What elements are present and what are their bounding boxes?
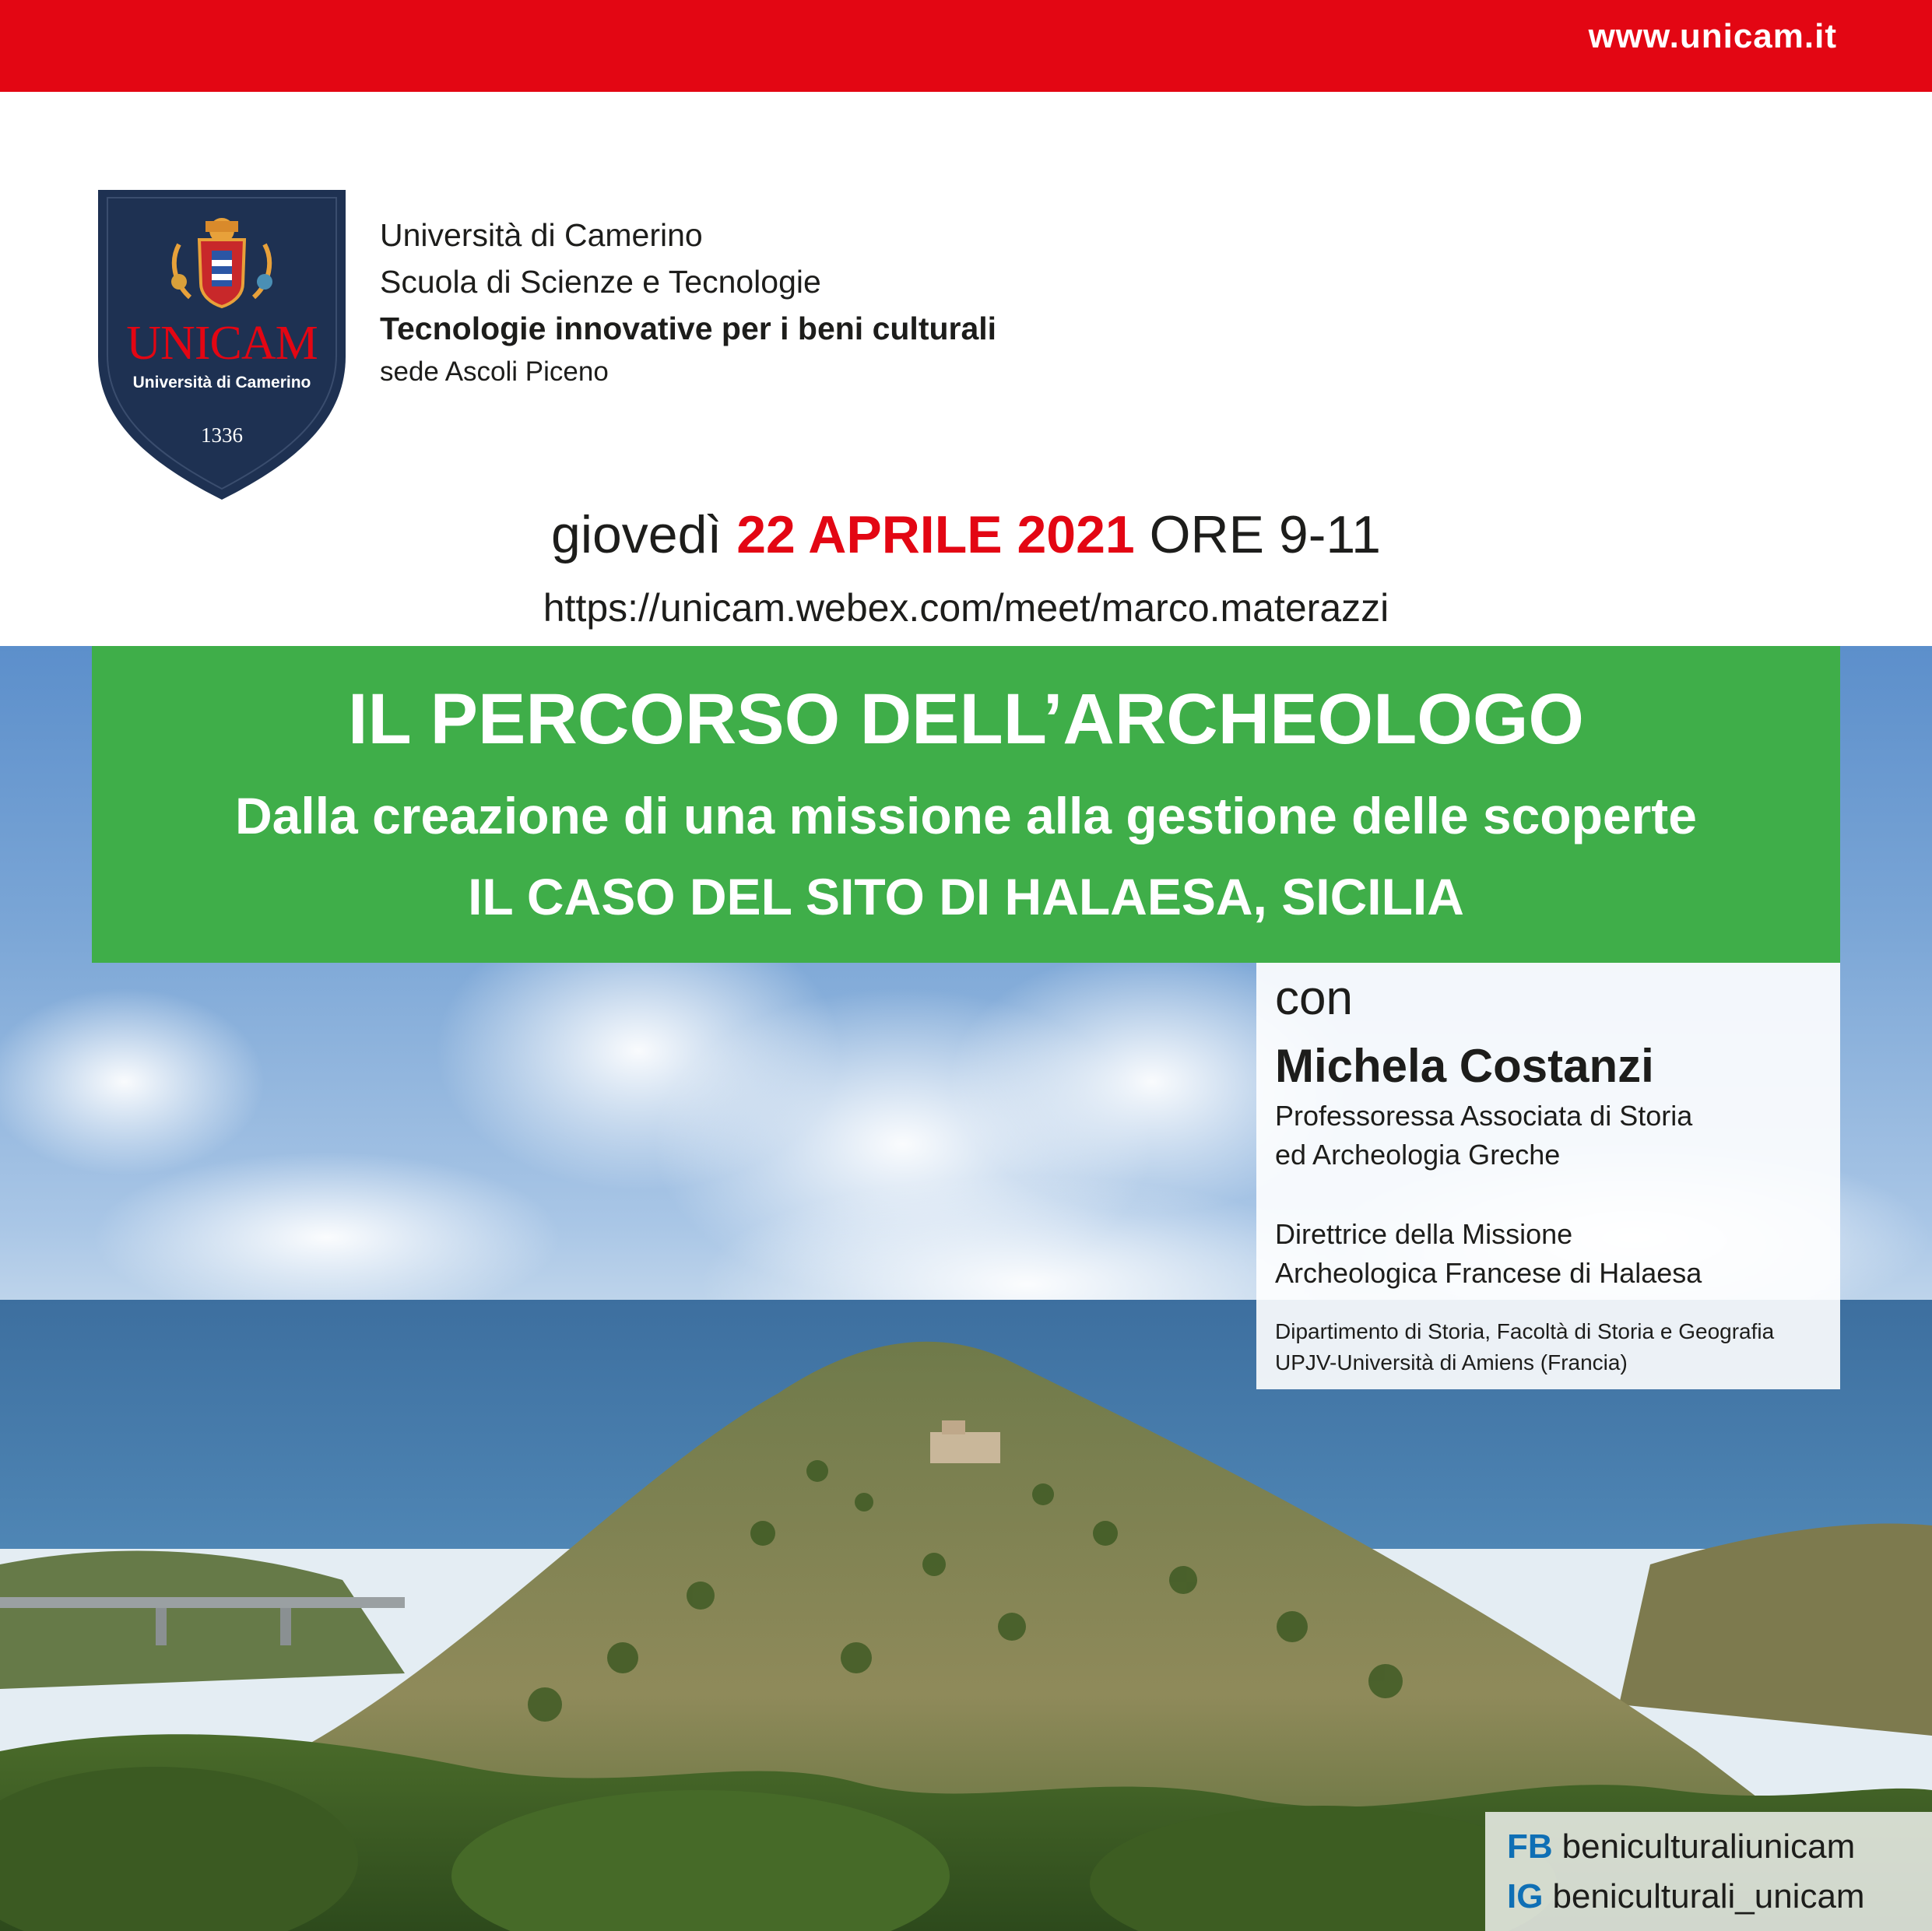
speaker-role-line: Professoressa Associata di Storia	[1275, 1100, 1693, 1132]
speaker-role-line: ed Archeologia Greche	[1275, 1139, 1561, 1171]
event-date-line	[0, 504, 1932, 565]
event-day: giovedì	[551, 505, 722, 564]
speaker-role-line: Direttrice della Missione	[1275, 1218, 1573, 1250]
unicam-logo	[98, 190, 346, 500]
instagram-link[interactable]	[1507, 1877, 1865, 1916]
title-box	[92, 646, 1840, 963]
webex-meeting-link[interactable]: https://unicam.webex.com/meet/marco.materazzi	[543, 586, 1389, 630]
event-date: 22 APRILE 2021	[736, 505, 1135, 564]
speaker-name: Michela Costanzi	[1275, 1040, 1654, 1092]
course-name: Tecnologie innovative per i beni culturali	[380, 311, 997, 346]
speaker-department	[1275, 1316, 1774, 1378]
instagram-label: IG	[1507, 1877, 1544, 1915]
speaker-intro: con	[1275, 971, 1353, 1025]
website-link[interactable]: www.unicam.it	[1588, 17, 1837, 55]
institution-block	[380, 212, 996, 392]
case-study-title: IL CASO DEL SITO DI HALAESA, SICILIA	[468, 868, 1464, 925]
speaker-panel	[1256, 963, 1840, 1389]
institution-line: Scuola di Scienze e Tecnologie	[380, 264, 821, 300]
department-line: UPJV-Università di Amiens (Francia)	[1275, 1350, 1628, 1375]
event-subtitle: Dalla creazione di una missione alla gestione delle scoperte	[234, 787, 1697, 844]
logo-name: UNICAM	[126, 317, 318, 370]
speaker-mission-role	[1275, 1215, 1702, 1293]
event-title: IL PERCORSO DELL’ARCHEOLOGO	[348, 679, 1584, 759]
facebook-label: FB	[1507, 1827, 1553, 1866]
department-line: Dipartimento di Storia, Facoltà di Storia e Geografia	[1275, 1319, 1775, 1343]
social-links	[1485, 1812, 1932, 1931]
facebook-handle: beniculturaliunicam	[1561, 1827, 1856, 1866]
speaker-role-line: Archeologica Francese di Halaesa	[1275, 1257, 1702, 1289]
institution-line: Università di Camerino	[380, 217, 703, 253]
instagram-handle: beniculturali_unicam	[1552, 1877, 1865, 1915]
logo-subtitle: Università di Camerino	[132, 374, 311, 391]
logo-year: 1336	[201, 423, 243, 447]
facebook-link[interactable]	[1507, 1827, 1855, 1866]
campus-location: sede Ascoli Piceno	[380, 356, 609, 387]
event-time: ORE 9-11	[1149, 505, 1381, 564]
speaker-role	[1275, 1097, 1692, 1174]
